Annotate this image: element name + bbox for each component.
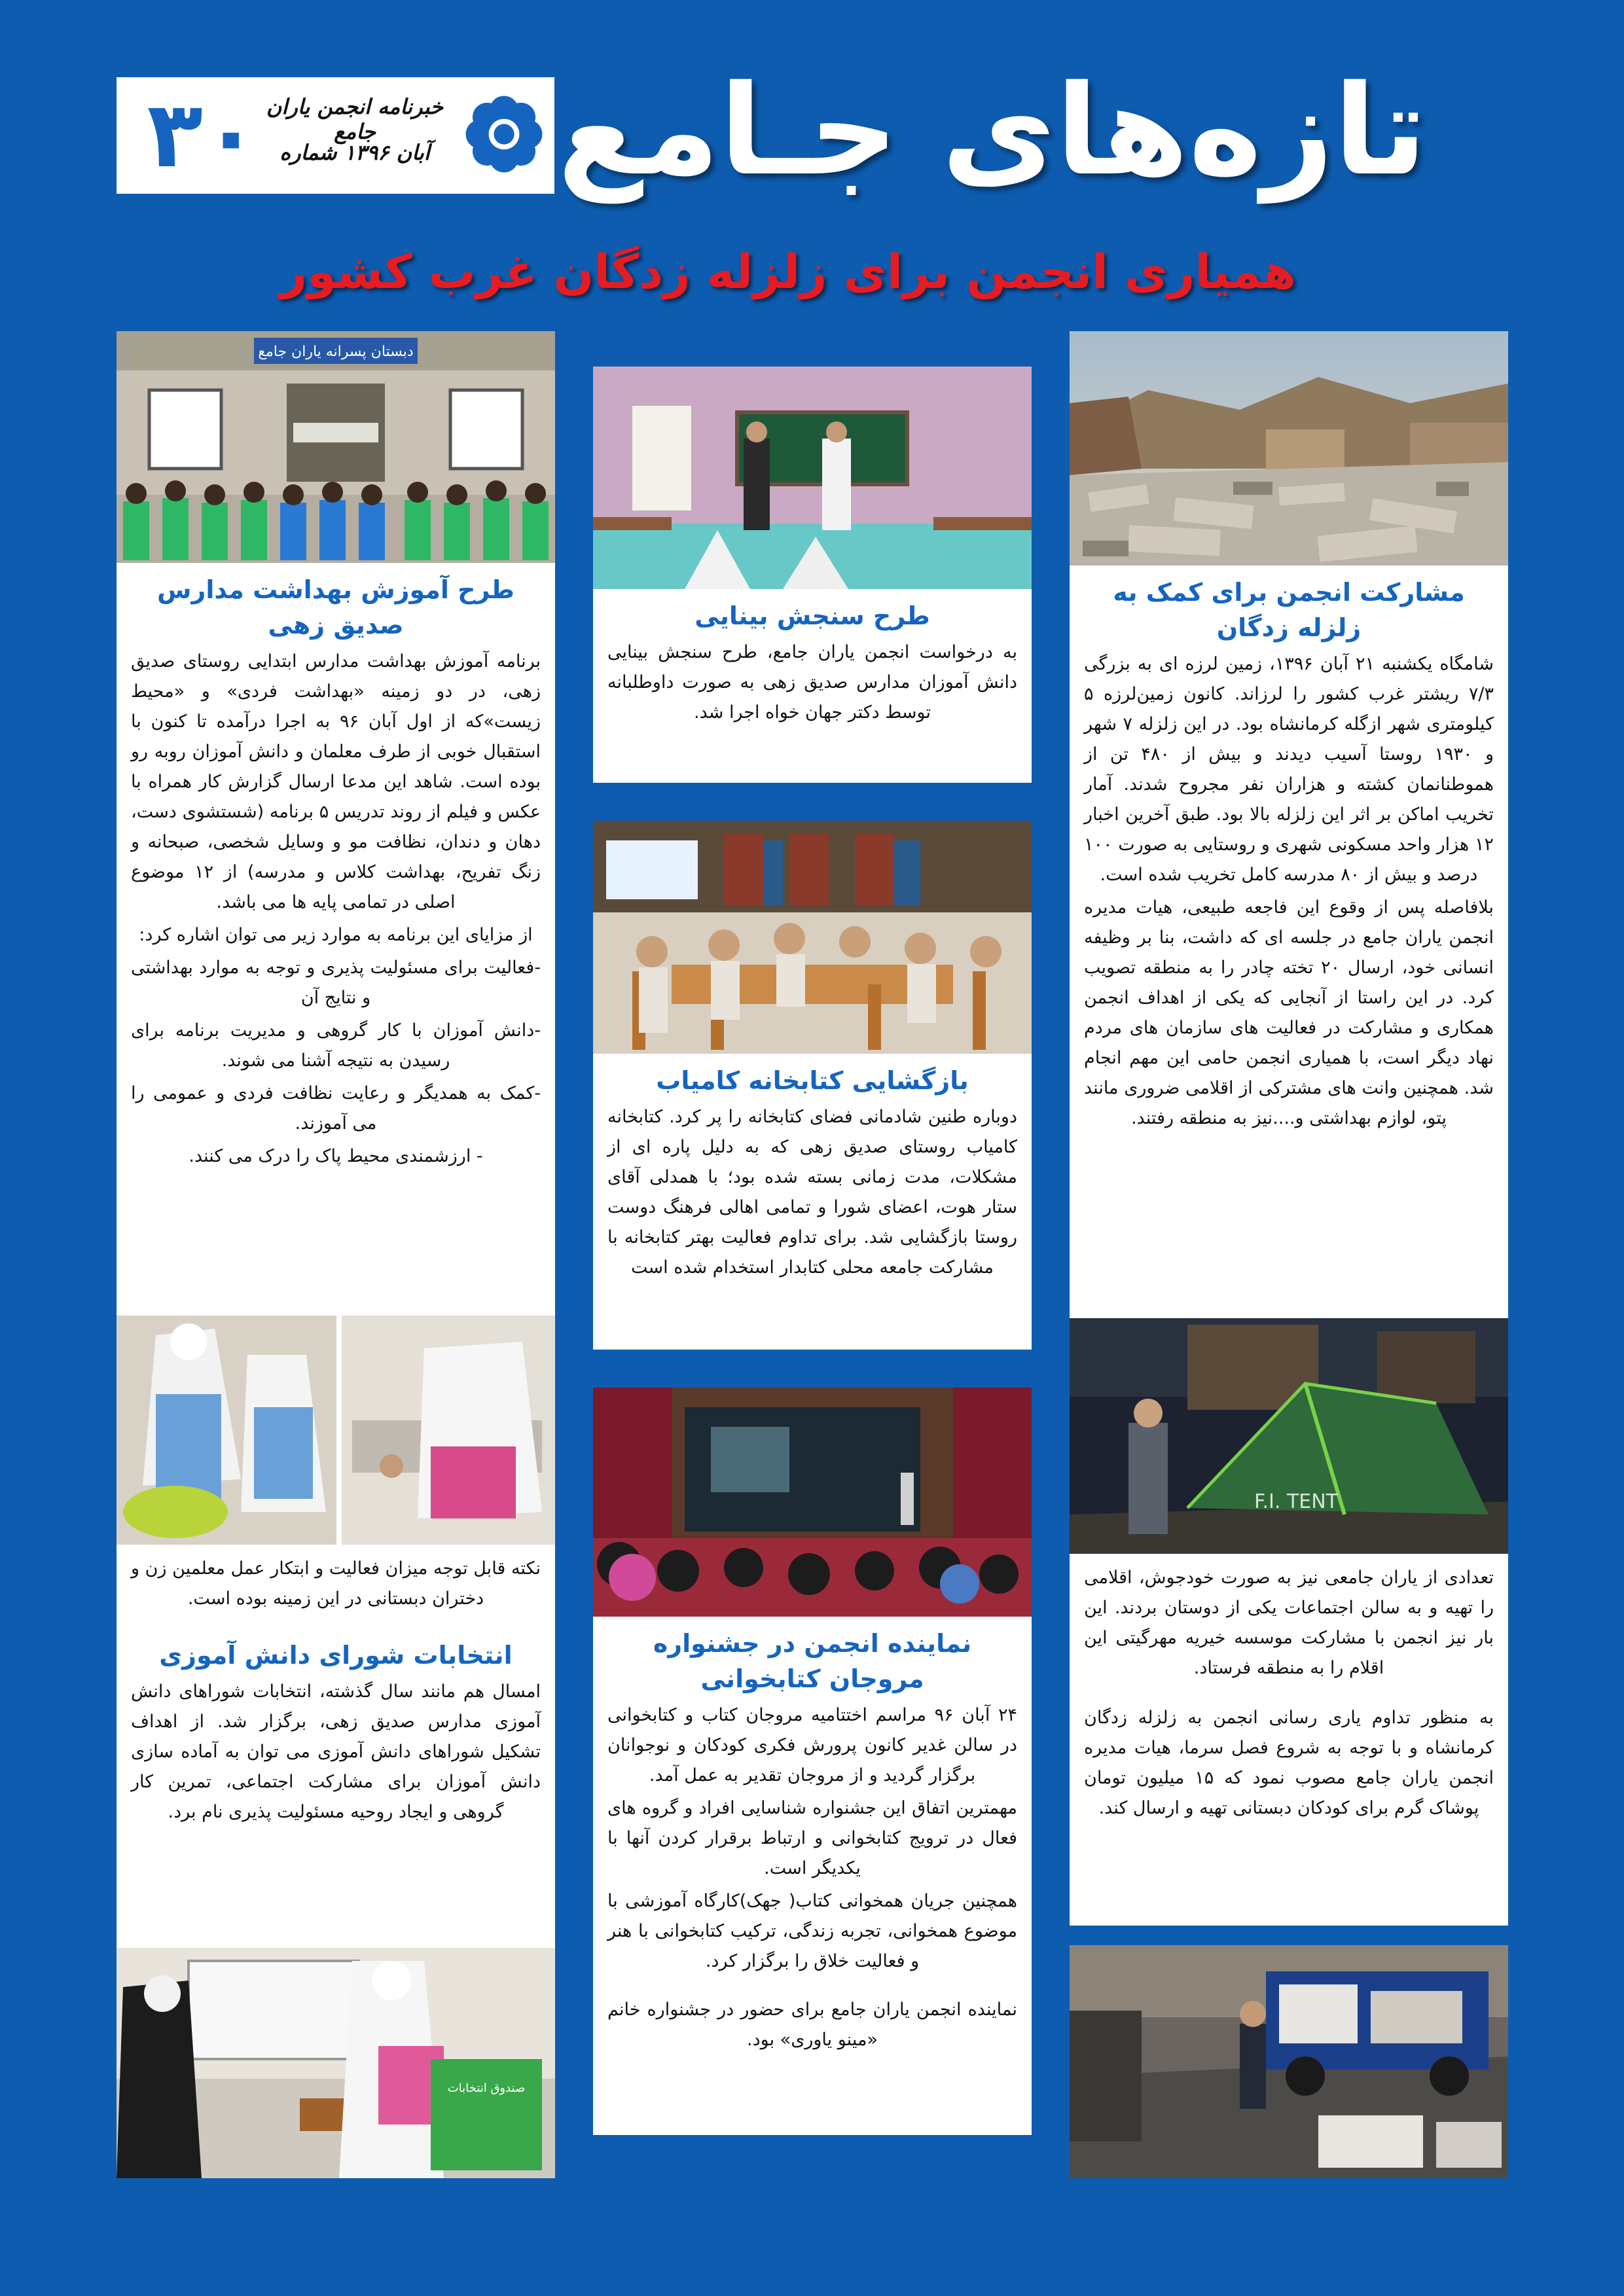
vision-article-title: طرح سنجش بینایی: [695, 601, 930, 630]
health-paragraph: -فعالیت برای مسئولیت پذیری و توجه به موارد بهداشتی و نتایج آن: [131, 958, 541, 1008]
health-note: نکته قابل توجه میزان فعالیت و ابتکار عمل معلمین زن و دختران دبستانی در این زمینه بوده است.: [131, 1558, 541, 1609]
school-sign-text: دبستان پسرانه یاران جامع: [258, 344, 414, 360]
health-paragraph: از مزایای این برنامه به موارد زیر می توان اشاره کرد:: [139, 925, 533, 945]
health-paragraph: برنامه آموزش بهداشت مدارس ابتدایی روستای صدیق زهی، در دو زمینه «بهداشت فردی» و «محیط زیست»که از اول آبان ۹۶ به اجرا درآمده تا کنون با استقبال خوبی از طرف معلمان و دانش آموزان روبه رو بوده است. شاهد این مدعا ارسال گزارش کار همراه با عکس و فیلم از روند تدریس ۵ برنامه (شستشوی دست، دهان و دندان، نظافت مو و وسایل شخصی، صبحانه و زنگ تفریح، بهداشت کلاس و مدرسه) از ۱۲ موضوع اصلی در تمامی پایه ها می باشد.: [131, 651, 541, 912]
issue-number: ۳۰: [147, 82, 259, 188]
library-reopening-photo: [593, 821, 1032, 1054]
library-article-panel: [593, 1054, 1032, 1350]
festival-paragraph: همچنین جریان همخوانی کتاب( جهک)کارگاه آموزشی با موضوع همخوانی، تجربه زندگی، ترکیب کتابخوانی با هنر و فعالیت خلاق را برگزار کرد.: [607, 1891, 1017, 1971]
library-article-body: دوباره طنین شادمانی فضای کتابخانه را پر کرد. کتابخانه کامیاب روستای صدیق زهی که به دلیل پاره ای از مشکلات، مدت زمانی بسته شده بود؛ با همدلی آقای ستار هوت، اعضای شورا و تمامی اهالی فرهنگ دوست روستا بازگشایی شد. برای تداوم فعالیت بهتر کتابخانه با مشارکت جامعه محلی کتابدار استخدام شده است: [607, 1107, 1017, 1278]
vision-article-body: به درخواست انجمن یاران جامع، طرح سنجش بینایی دانش آموزان مدارس صدیق زهی به صورت داوطلبانه توسط دکتر جهان خواه اجرا شد.: [607, 642, 1017, 723]
health-paragraph: -کمک به همدیگر و رعایت نظافت فردی و عمومی را می آموزند.: [131, 1083, 541, 1134]
issue-date-line: آبان ۱۳۹۶ شماره: [280, 140, 430, 165]
aid-truck-photo: [1070, 1945, 1508, 2178]
festival-article-panel: [593, 1617, 1032, 2135]
tent-brand-label: F.I. TENT: [1254, 1490, 1338, 1513]
festival-paragraph: نماینده انجمن یاران جامع برای حضور در جشنواره خانم «مینو یاوری» بود.: [607, 2000, 1017, 2050]
relief-followup-panel: [1070, 1554, 1508, 1926]
earthquake-paragraph: بلافاصله پس از وقوع این فاجعه طبیعی، هیات مدیره انجمن یاران جامع در جلسه ای که داشت، بنا بر وظیفه انسانی خود، ارسال ۲۰ تخته چادر را به منطقه تصویب کرد. در این راستا از آنجایی که یکی از اهداف انجمن همکاری و مشارکت در فعالیت های سازمان های مردم نهاد دیگر است، با همیاری انجمن حامی این مهم انجام شد. همچنین وانت های مشترکی از اقلامی ضروری مانند پتو، لوازم بهداشتی و....نیز به منطقه رفتند.: [1084, 897, 1494, 1128]
issue-info-box: [117, 77, 554, 194]
council-article-body: امسال هم مانند سال گذشته، انتخابات شوراهای دانش آموزی مدارس صدیق زهی، برگزار شد. از اهداف تشکیل شوراهای دانش آموزی می توان به آماده سازی دانش آموزان برای مشارکت اجتماعی، تمرین کار گروهی و ایجاد روحیه مسئولیت پذیری نام برد.: [131, 1681, 541, 1822]
vision-test-classroom-photo: [593, 367, 1032, 589]
earthquake-article-title: مشارکت انجمن برای کمک به زلزله زدگان: [1113, 578, 1465, 642]
earthquake-paragraph: شامگاه یکشنبه ۲۱ آبان ۱۳۹۶، زمین لرزه ای به بزرگی ۷/۳ ریشتر غرب کشور را لرزاند. کانون زمین‌لرزه ۵ کیلومتری شهر ازگله کرمانشاه بود. در این زلزله ۷ شهر و ۱۹۳۰ روستا آسیب دیدند و بیش از ۴۸۰ تن از هموطنانمان کشته و هزاران نفر مجروح شدند. آمار تخریب اماکن بر اثر این زلزله بالا بود. طبق آخرین اخبار ۱۲ هزار واحد مسکونی شهری و روستایی به صورت ۱۰۰ درصد و بیش از ۸۰ مدرسه کامل تخریب شده است.: [1084, 654, 1494, 885]
health-paragraph: - ارزشمندی محیط پاک را درک می کنند.: [189, 1146, 483, 1166]
health-paragraph: -دانش آموزان با کار گروهی و مدیریت برنامه برای رسیدن به نتیجه آشنا می شوند.: [131, 1020, 541, 1071]
health-article-panel: [117, 563, 555, 1316]
school-students-photo: [117, 331, 555, 563]
vision-article-panel: [593, 589, 1032, 783]
ballot-box-label: صندوق انتخابات: [447, 2081, 526, 2095]
followup-paragraph: به منظور تداوم یاری رسانی انجمن به زلزله زدگان کرمانشاه و با توجه به شروع فصل سرما، هیات مدیره انجمن یاران جامع مصوب نمود که ۱۵ میلیون تومان پوشاک گرم برای کودکان دبستانی تهیه و ارسال کند.: [1084, 1708, 1494, 1818]
festival-hall-photo: [593, 1388, 1032, 1617]
library-article-title: بازگشایی کتابخانه کامیاب: [656, 1066, 969, 1095]
followup-paragraph: تعدادی از یاران جامعی نیز به صورت خودجوش، اقلامی را تهیه و به سالن اجتماعات یکی از دوستان بردند. این بار نیز انجمن با مشارکت موسسه خیریه مهرگیتی این اقلام را به منطقه فرستاد.: [1084, 1568, 1494, 1678]
flower-logo-icon: [461, 92, 547, 177]
main-headline: همیاری انجمن برای زلزله زدگان غرب کشور: [280, 244, 1296, 299]
publication-name: خبرنامه انجمن یاران جامع: [266, 94, 444, 144]
earthquake-article-panel: [1070, 565, 1508, 1318]
relief-tent-photo: [1070, 1318, 1508, 1554]
festival-paragraph: مهمترین اتفاق این جشنواره شناسایی افراد و گروه های فعال در ترویج کتابخوانی و ارتباط برقرار کردن آنها با یکدیگر است.: [607, 1798, 1017, 1878]
student-election-photo: [117, 1948, 555, 2178]
earthquake-rubble-photo: [1070, 331, 1508, 565]
festival-paragraph: ۲۴ آبان ۹۶ مراسم اختتامیه مروجان کتاب و کتابخوانی در سالن غدیر کانون پرورش فکری کودکان و نوجوانان برگزار گردید و از مروجان تقدیر به عمل آمد.: [607, 1705, 1017, 1785]
festival-article-title: نماینده انجمن در جشنواره مروجان کتابخوانی: [653, 1629, 972, 1693]
handwashing-photos: [117, 1316, 555, 1545]
council-article-title: انتخابات شورای دانش آموزی: [159, 1641, 513, 1670]
masthead-title: تازه‌های جـامع: [557, 58, 1427, 203]
health-article-title: طرح آموزش بهداشت مدارس صدیق زهی: [157, 575, 514, 639]
